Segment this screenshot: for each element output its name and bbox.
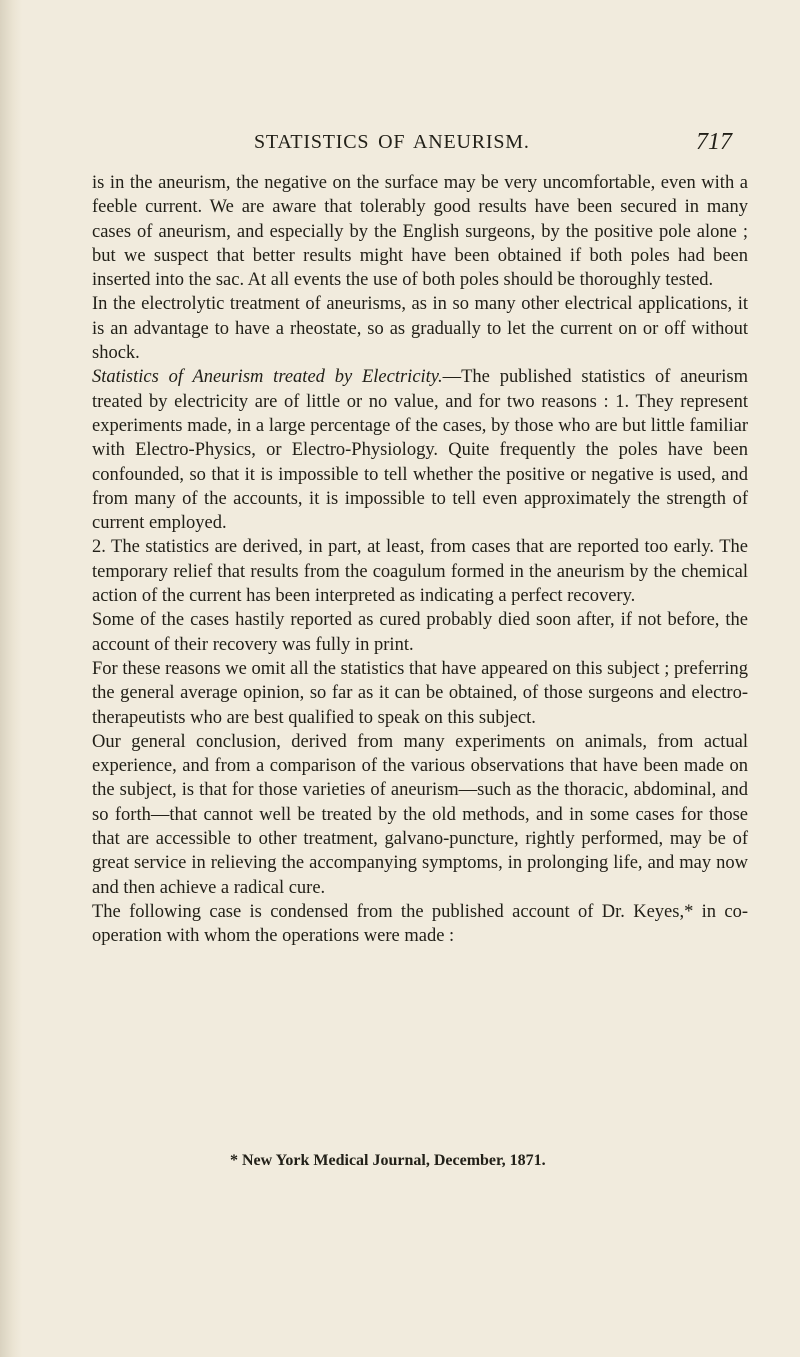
paragraph-5: Some of the cases hastily reported as cured probably died soon after, if not before, the account of their recovery was fully in print. <box>92 610 748 655</box>
body-text <box>92 171 748 949</box>
paragraph-8: The following case is condensed from the published account of Dr. Keyes,* in co-operation with whom the operations were made : <box>92 901 748 947</box>
paragraph-3 <box>92 365 748 535</box>
paragraph-7: Our general conclusion, derived from many experiments on animals, from actual experience, and from a comparison of the various observations that have been made on the subject, is that for those varieties of aneurism—such as the thoracic, abdominal, and so forth—that cannot well be treated by the old methods, and in some cases for those that are accessible to other treatment, galvano-puncture, rightly performed, may be of great service in relieving the accompanying symptoms, in prolonging life, and may now and then achieve a radical cure. <box>92 731 748 898</box>
paragraph-1: is in the aneurism, the negative on the surface may be very uncomfortable, even with a feeble current. We are aware that tolerably good results have been secured in many cases of aneurism, and especially by the English surgeons, by the positive pole alone ; but we suspect that better results might have been obtained if both poles had been inserted into the sac. At all events the use of both poles should be thoroughly tested. <box>92 173 748 291</box>
paragraph-2: In the electrolytic treatment of aneurisms, as in so many other electrical applications, it is an advantage to have a rheostate, so as gradually to let the current on or off without shock. <box>92 294 748 364</box>
paragraph-6: For these reasons we omit all the statistics that have appeared on this subject ; preferring the general average opinion, so far as it can be obtained, of those surgeons and electro-therapeutists who are best qualified to speak on this subject. <box>92 658 748 728</box>
running-title: STATISTICS OF ANEURISM. <box>254 131 530 153</box>
page-header <box>254 131 754 163</box>
footnote: * New York Medical Journal, December, 1871. <box>230 1152 546 1169</box>
page-number: 717 <box>696 129 732 155</box>
section-heading: Statistics of Aneurism treated by Electricity. <box>92 367 443 388</box>
paragraph-3-text: —The published statistics of aneurism treated by electricity are of little or no value, and for two reasons : 1. They represent experiments made, in a large percentage of the cases, by those who are but little familiar with Electro-Physics, or Electro-Physiology. Quite frequently the poles have been confounded, so that it is impossible to tell whether the positive or negative is used, and from many of the accounts, it is impossible to tell even approximately the strength of current employed. <box>92 367 748 534</box>
paragraph-4: 2. The statistics are derived, in part, at least, from cases that are reported too early. The temporary relief that results from the coagulum formed in the aneurism by the chemical action of the current has been interpreted as indicating a perfect recovery. <box>92 537 748 607</box>
page-edge-shadow <box>0 0 22 1357</box>
